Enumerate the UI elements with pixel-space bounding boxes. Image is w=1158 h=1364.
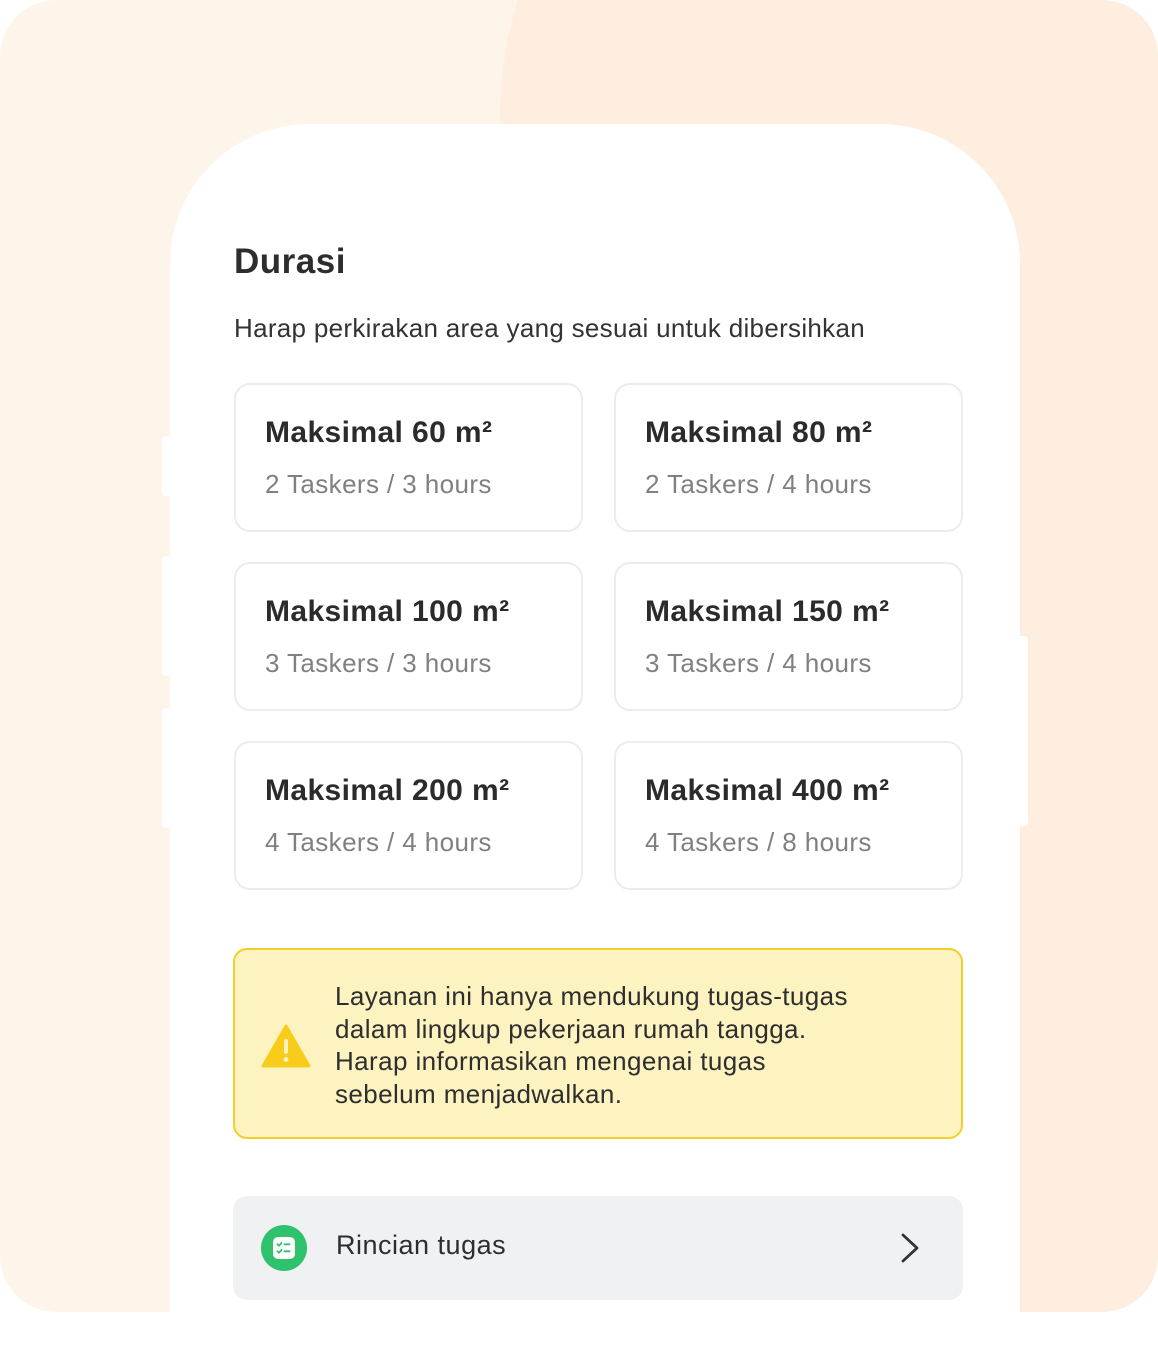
duration-option-60[interactable] — [234, 383, 583, 532]
option-label: Maksimal 80 m² — [645, 416, 873, 449]
option-label: Maksimal 150 m² — [645, 595, 890, 628]
notice-line: Layanan ini hanya mendukung tugas-tugas — [335, 981, 848, 1011]
option-label: Maksimal 200 m² — [265, 774, 510, 807]
warning-notice — [233, 948, 963, 1139]
warning-icon — [261, 1024, 311, 1068]
duration-option-150[interactable] — [614, 562, 963, 711]
option-label: Maksimal 400 m² — [645, 774, 890, 807]
section-subtitle: Harap perkirakan area yang sesuai untuk dibersihkan — [234, 313, 865, 343]
option-detail: 4 Taskers / 8 hours — [645, 827, 872, 857]
task-details-button[interactable] — [233, 1196, 963, 1300]
option-label: Maksimal 60 m² — [265, 416, 493, 449]
duration-options — [234, 383, 963, 890]
section-title: Durasi — [234, 242, 346, 281]
chevron-right-icon — [899, 1232, 921, 1264]
notice-line: dalam lingkup pekerjaan rumah tangga. — [335, 1013, 807, 1044]
duration-option-200[interactable] — [234, 741, 583, 890]
option-detail: 2 Taskers / 3 hours — [265, 469, 492, 499]
task-details-label: Rincian tugas — [336, 1230, 507, 1260]
notice-line: sebelum menjadwalkan. — [335, 1078, 623, 1109]
option-label: Maksimal 100 m² — [265, 595, 510, 628]
task-list-icon — [261, 1225, 307, 1271]
notice-line: Harap informasikan mengenai tugas — [335, 1046, 766, 1076]
option-detail: 3 Taskers / 4 hours — [645, 648, 872, 678]
notice-text — [335, 980, 945, 1110]
option-detail: 2 Taskers / 4 hours — [645, 469, 872, 499]
option-detail: 3 Taskers / 3 hours — [265, 648, 492, 678]
duration-option-100[interactable] — [234, 562, 583, 711]
option-detail: 4 Taskers / 4 hours — [265, 827, 492, 857]
duration-option-80[interactable] — [614, 383, 963, 532]
duration-option-400[interactable] — [614, 741, 963, 890]
